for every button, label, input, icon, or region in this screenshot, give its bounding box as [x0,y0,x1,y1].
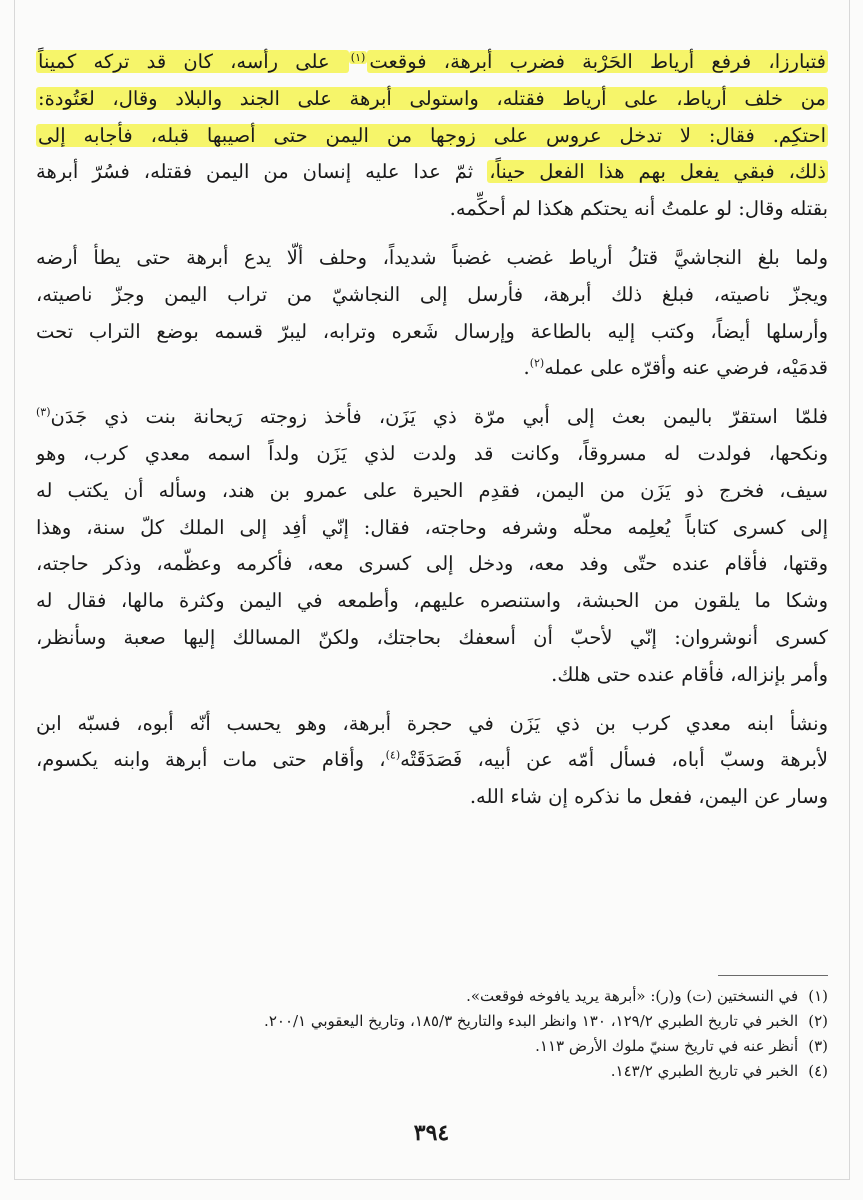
footnote-number: (٢) [808,1012,828,1030]
text-line [36,81,828,118]
text-line [36,118,828,155]
footnote-marker: (١) [350,50,366,64]
text-segment: سيف، فخرج ذو يَزَن من اليمن، فقدِم الحيرة على عمرو بن هند، وسأله أن يكتب له [36,478,828,502]
text-segment: كسرى أنوشروان: إنّي لأحبّ أن أسعفك بحاجتك، ولكنّ المسالك إليها صعبة وسأنظر، [36,625,828,649]
highlighted-text: فتبارزا، فرفع أرياط الحَرْبة فضرب أبرهة، فوقعت [369,50,826,73]
text-segment: ويجزّ ناصيته، فبلغ ذلك أبرهة، فأرسل إلى النجاشيّ من تراب اليمن وجزّ ناصيته، [36,282,828,306]
text-line [36,436,828,473]
text-segment: وسار عن اليمن، ففعل ما نذكره إن شاء الله. [469,785,828,809]
footnote [36,1009,828,1034]
highlighted-text: من خلف أرياط، على أرياط فقتله، واستولى أبرهة على الجند والبلاد وقال، لعَتُودة: [38,86,826,110]
paragraph [36,44,828,228]
page-number: ٣٩٤ [413,1120,450,1146]
highlighted-text: ذلك، فبقي يفعل بهم هذا الفعل حيناً، [489,160,826,184]
text-line [36,510,828,547]
footnote [36,984,828,1009]
text-segment: وقتها، فأقام عنده حتّى وفد معه، ودخل إلى كسرى معه، فأكرمه وعظّمه، وذكر حاجته، [36,552,828,576]
text-line [36,154,828,191]
text-line [36,620,828,657]
footnote-marker: (٤) [385,748,401,762]
footnote-text: الخبر في تاريخ الطبري ١٤٣/٢. [610,1062,799,1080]
text-line [36,399,828,436]
text-line [36,44,828,81]
footnote-number: (٣) [808,1037,828,1055]
text-line [36,779,828,816]
text-line [36,277,828,314]
text-line [36,657,828,694]
text-line [36,314,828,351]
paragraph [36,240,828,387]
text-segment: قدمَيْه، فرضي عنه وأقرّه على عمله [544,356,828,380]
footnote-text: في النسختين (ت) و(ر): «أبرهة يريد يافوخه فوقعت». [466,987,799,1005]
text-segment: ولما بلغ النجاشيَّ قتلُ أرياط غضب غضباً شديداً، وحلف ألّا يدع أبرهة حتى يطأ أرضه [36,245,828,269]
paragraph [36,399,828,693]
text-segment: إلى كسرى كتاباً يُعلِمه محلّه وشرفه وحاجته، فقال: إنّي أفِد إلى الملك كلّ سنة، وهذا [36,515,828,539]
paragraph [36,706,828,816]
text-segment: وشكا ما يلقون من الحبشة، واستنصره عليهم، وأطمعه في اليمن وكثرة مالها، فقال له [36,589,828,613]
highlighted-text: على رأسه، كان قد تركه كميناً [38,50,347,73]
text-line [36,583,828,620]
footnote-number: (١) [808,987,828,1005]
footnote [36,1034,828,1059]
text-segment: ، وأقام حتى مات أبرهة وابنه يكسوم، [36,748,386,772]
footnote-divider [718,975,828,976]
highlighted-text: احتكِم. فقال: لا تدخل عروس على زوجها من اليمن حتى أصيبها قبله، فأجابه إلى [38,123,826,147]
text-line [36,546,828,583]
main-text [36,44,828,816]
text-line [36,473,828,510]
footnote-number: (٤) [808,1062,828,1080]
text-segment: ونكحها، فولدت له مسروقاً، وكانت قد ولدت لذي يَزَن ولداً اسمه معدي كرب، وهو [36,441,828,465]
text-segment: فلمّا استقرّ باليمن بعث إلى أبي مرّة ذي يَزَن، فأخذ زوجته رَيحانة بنت ذي جَدَن [50,405,828,429]
text-line [36,742,828,779]
footnote-marker: (٣) [36,405,51,419]
footnote-text: أنظر عنه في تاريخ سنيّ ملوك الأرض ١١٣. [535,1037,799,1055]
text-segment: بقتله وقال: لو علمتُ أنه يحتكم هكذا لم أحكِّمه. [449,197,828,221]
text-segment: لأبرهة وسبّ أباه، فسأل أمّه عن أبيه، فَصَدَقَتْه [400,748,828,772]
text-segment: . [523,356,530,380]
text-segment: ثمّ عدا عليه إنسان من اليمن فقتله، فسُرّ أبرهة [36,160,488,184]
footnotes-section [36,975,828,1084]
text-line [36,350,828,387]
footnote [36,1059,828,1084]
text-segment: ونشأ ابنه معدي كرب بن ذي يَزَن في حجرة أبرهة، وهو يحسب أنّه أبوه، فسبّه ابن [36,711,828,735]
footnote-marker: (٢) [529,356,545,370]
text-segment: وأمر بإنزاله، فأقام عنده حتى هلك. [551,662,828,686]
text-line [36,706,828,743]
footnote-text: الخبر في تاريخ الطبري ١٢٩/٢، ١٣٠ وانظر البدء والتاريخ ١٨٥/٣، وتاريخ اليعقوبي ٢٠٠/١. [264,1012,799,1030]
footnote-list [36,984,828,1084]
text-line [36,191,828,228]
text-line [36,240,828,277]
text-segment: وأرسلها أيضاً، وكتب إليه بالطاعة وإرسال شَعره وترابه، ليبرّ قسمه بوضع التراب تحت [36,319,828,343]
